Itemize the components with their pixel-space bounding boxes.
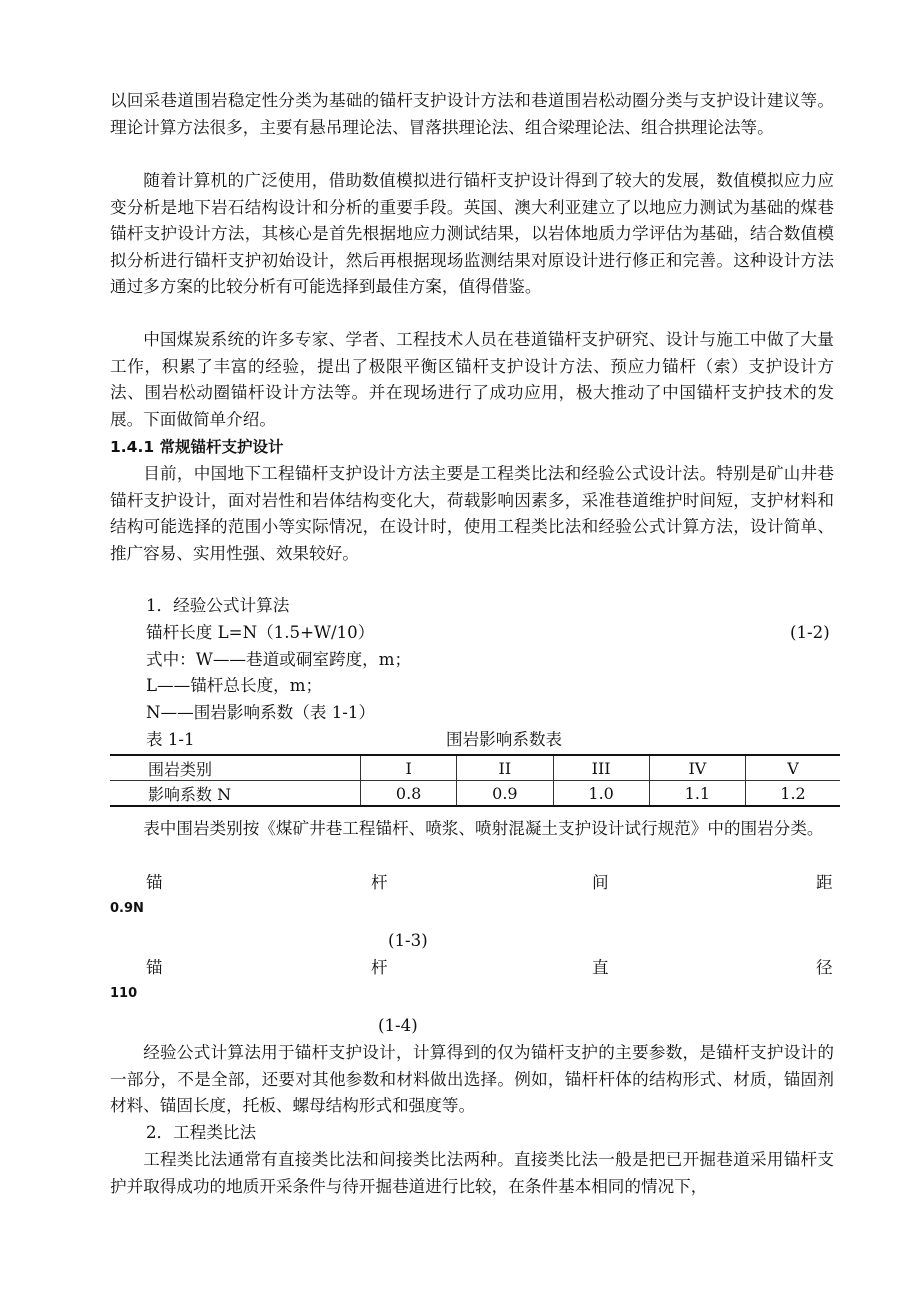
table-cell: 0.8 (361, 781, 457, 807)
diameter-char: 径 (816, 958, 833, 977)
spacing-char: 杆 (371, 873, 388, 892)
diameter-char: 杆 (371, 958, 388, 977)
table-header-row (110, 755, 840, 781)
table-header-cell: III (553, 755, 649, 781)
table-label: 表 1-1 (146, 730, 195, 749)
section-heading: 1.4.1 常规锚杆支护设计 (110, 438, 284, 456)
spacing-char: 间 (592, 873, 609, 892)
formula-where-l: L——锚杆总长度，m； (146, 676, 323, 695)
paragraph-numerical-simulation: 随着计算机的广泛使用，借助数值模拟进行锚杆支护设计得到了较大的发展，数值模拟应力应变分析是地下岩石结构设计和分析的重要手段。英国、澳大利亚建立了以地应力测试为基础的煤巷锚杆支护设计方法，其核心是首先根据地应力测试结果，以岩体地质力学评估为基础，结合数值模拟分析进行锚杆支护初始设计，然后再根据现场监测结果对原设计进行修正和完善。这种设计方法通过多方案的比较分析有可能选择到最佳方案，值得借鉴。 (110, 171, 834, 296)
spacing-value: 0.9N (110, 901, 144, 916)
table-header-cell: 围岩类别 (110, 755, 361, 781)
formula-number-1-3: (1-3) (388, 931, 428, 950)
table-caption: 围岩影响系数表 (446, 730, 563, 749)
formula-number-1-2: (1-2) (790, 623, 830, 642)
table-cell: 0.9 (457, 781, 553, 807)
table-header-cell: II (457, 755, 553, 781)
paragraph-design-methods: 以回采巷道围岩稳定性分类为基础的锚杆支护设计方法和巷道围岩松动圈分类与支护设计建议等。理论计算方法很多，主要有悬吊理论法、冒落拱理论法、组合梁理论法、组合拱理论法等。 (110, 91, 834, 137)
method-item-2: 2．工程类比法 (146, 1123, 257, 1142)
table-header-cell: V (746, 755, 841, 781)
table-cell: 影响系数 N (110, 781, 361, 807)
table-header-cell: I (361, 755, 457, 781)
rock-coefficient-table (110, 754, 840, 807)
spacing-char: 距 (816, 873, 833, 892)
paragraph-china-coal: 中国煤炭系统的许多专家、学者、工程技术人员在巷道锚杆支护研究、设计与施工中做了大量工作，积累了丰富的经验，提出了极限平衡区锚杆支护设计方法、预应力锚杆（索）支护设计方法、围岩松动圈锚杆设计方法等。并在现场进行了成功应用，极大推动了中国锚杆支护技术的发展。下面做简单介绍。 (110, 330, 834, 429)
diameter-value: 110 (110, 986, 138, 1001)
formula-where-n: N——围岩影响系数（表 1-1） (146, 703, 376, 722)
formula-where-w: 式中：W——巷道或硐室跨度，m； (146, 650, 412, 669)
table-cell: 1.1 (649, 781, 745, 807)
spacing-char: 锚 (146, 873, 163, 892)
method-item-1: 1．经验公式计算法 (146, 596, 290, 615)
paragraph-formula-usage: 经验公式计算法用于锚杆支护设计，计算得到的仅为锚杆支护的主要参数，是锚杆支护设计的一部分，不是全部，还要对其他参数和材料做出选择。例如，锚杆杆体的结构形式、材质，锚固剂材料、锚固长度，托板、螺母结构形式和强度等。 (110, 1043, 834, 1115)
table-cell: 1.2 (746, 781, 841, 807)
table-header-cell: IV (649, 755, 745, 781)
formula-anchor-length: 锚杆长度 L=N（1.5+W/10） (146, 623, 375, 642)
formula-number-1-4: (1-4) (378, 1016, 418, 1035)
table-row (110, 781, 840, 807)
table-cell: 1.0 (553, 781, 649, 807)
diameter-char: 锚 (146, 958, 163, 977)
paragraph-current-methods: 目前，中国地下工程锚杆支护设计方法主要是工程类比法和经验公式设计法。特别是矿山井巷锚杆支护设计，面对岩性和岩体结构变化大，荷载影响因素多，采准巷道维护时间短，支护材料和结构可能选择的范围小等实际情况，在设计时，使用工程类比法和经验公式计算方法，设计简单、推广容易、实用性强、效果较好。 (110, 464, 834, 563)
paragraph-table-note: 表中围岩类别按《煤矿井巷工程锚杆、喷浆、喷射混凝土支护设计试行规范》中的围岩分类。 (143, 819, 824, 838)
diameter-char: 直 (592, 958, 609, 977)
paragraph-engineering-analogy: 工程类比法通常有直接类比法和间接类比法两种。直接类比法一般是把已开掘巷道采用锚杆支护并取得成功的地质开采条件与待开掘巷道进行比较，在条件基本相同的情况下， (110, 1150, 834, 1196)
